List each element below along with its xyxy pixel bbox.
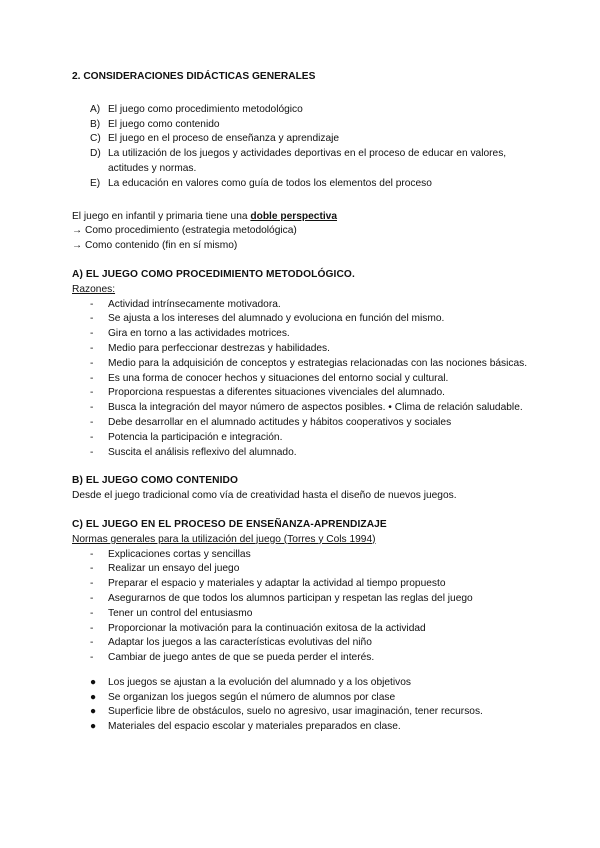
dash-marker: - [90,592,94,604]
dash-marker: - [90,357,94,369]
list-item [90,132,542,147]
dash-marker: - [90,548,94,560]
list-item-text: Proporciona respuestas a diferentes situaciones vivenciales del alumnado. [108,387,445,399]
list-item-text: Debe desarrollar en el alumnado actitudes y hábitos cooperativos y sociales [108,416,452,428]
list-item [90,607,542,622]
list-item [90,548,542,563]
bullet-marker: ● [90,676,97,688]
list-item [90,636,542,651]
list-item [90,118,542,133]
list-marker: B) [90,118,101,130]
dash-marker: - [90,652,94,664]
list-item [90,592,542,607]
section-c-bullets [72,676,542,735]
section-c-title: C) EL JUEGO EN EL PROCESO DE ENSEÑANZA-APRENDIZAJE [72,518,387,530]
intro-line-content: → Como contenido (fin en sí mismo) [72,240,238,252]
spacer [72,666,542,676]
list-item-text: Medio para perfeccionar destrezas y habilidades. [108,342,330,354]
bullet-marker: ● [90,691,97,703]
section-b-title: B) EL JUEGO COMO CONTENIDO [72,475,238,487]
list-item [90,312,542,327]
list-item-text: El juego como procedimiento metodológico [108,103,303,115]
dash-marker: - [90,313,94,325]
dash-marker: - [90,342,94,354]
bullet-marker: ● [90,706,97,718]
intro-text: El juego en infantil y primaria tiene una [72,210,251,222]
list-marker: C) [90,133,101,145]
list-item [90,720,542,735]
dash-marker: - [90,328,94,340]
list-item-text: Se ajusta a los intereses del alumnado y evoluciona en función del mismo. [108,313,445,325]
list-item-text: Los juegos se ajustan a la evolución del alumnado y a los objetivos [108,676,411,688]
list-item [90,431,542,446]
intro-line-procedure: → Como procedimiento (estrategia metodológica) [72,225,297,237]
dash-marker: - [90,387,94,399]
list-item-text: El juego como contenido [108,118,220,130]
list-item [90,103,542,118]
spacer [72,254,542,268]
list-item-text: La educación en valores como guía de todos los elementos del proceso [108,177,432,189]
list-item-text: Es una forma de conocer hechos y situaciones del entorno social y cultural. [108,372,449,384]
list-item-text: Tener un control del entusiasmo [108,607,253,619]
dash-marker: - [90,372,94,384]
topics-list [72,103,542,192]
dash-marker: - [90,607,94,619]
list-item-text: Medio para la adquisición de conceptos y estrategias relacionadas con las nociones básicas. [108,357,528,369]
dash-marker: - [90,446,94,458]
list-item [90,562,542,577]
list-item-text: Busca la integración del mayor número de aspectos posibles. • Clima de relación saludable. [108,402,523,414]
dash-marker: - [90,416,94,428]
dash-marker: - [90,637,94,649]
list-item-text: Asegurarnos de que todos los alumnos participan y respetan las reglas del juego [108,592,473,604]
list-item [90,357,542,372]
list-item [90,147,542,177]
list-item-text: Potencia la participación e integración. [108,431,283,443]
list-item [90,327,542,342]
section-c-list [72,548,542,666]
list-item [90,298,542,313]
list-item-text: Suscita el análisis reflexivo del alumnado. [108,446,297,458]
list-item [90,446,542,461]
section-a-title: A) EL JUEGO COMO PROCEDIMIENTO METODOLÓGICO. [72,268,355,280]
list-item [90,386,542,401]
list-item-text: Materiales del espacio escolar y materiales preparados en clase. [108,721,401,733]
list-item [90,401,542,416]
list-item-text: Adaptar los juegos a las características evolutivas del niño [108,637,372,649]
section-c-subtitle: Normas generales para la utilización del juego (Torres y Cols 1994) [72,533,376,545]
list-item [90,416,542,431]
section-a-list [72,298,542,461]
list-item-text: Preparar el espacio y materiales y adaptar la actividad al tiempo propuesto [108,578,446,590]
dash-marker: - [90,402,94,414]
dash-marker: - [90,298,94,310]
dash-marker: - [90,622,94,634]
list-item-text: La utilización de los juegos y actividades deportivas en el proceso de educar en valores, actitudes y normas. [108,148,507,174]
list-marker: D) [90,148,101,160]
list-marker: A) [90,103,101,115]
document-content [72,70,542,735]
list-item [90,372,542,387]
list-item-text: El juego en el proceso de enseñanza y aprendizaje [108,133,340,145]
list-item-text: Cambiar de juego antes de que se pueda perder el interés. [108,652,375,664]
list-item-text: Explicaciones cortas y sencillas [108,548,251,560]
bullet-marker: ● [90,721,97,733]
intro-emphasis: doble perspectiva [250,210,338,222]
list-item-text: Proporcionar la motivación para la continuación exitosa de la actividad [108,622,426,634]
list-item-text: Actividad intrínsecamente motivadora. [108,298,281,310]
section-b-text: Desde el juego tradicional como vía de creatividad hasta el diseño de nuevos juegos. [72,490,457,502]
list-item [90,676,542,691]
main-heading: 2. CONSIDERACIONES DIDÁCTICAS GENERALES [72,71,316,82]
list-item [90,705,542,720]
list-item [90,691,542,706]
dash-marker: - [90,563,94,575]
dash-marker: - [90,431,94,443]
list-item [90,577,542,592]
list-item-text: Realizar un ensayo del juego [108,563,240,575]
intro-paragraph [72,210,542,225]
dash-marker: - [90,578,94,590]
spacer [72,460,542,474]
list-item [90,622,542,637]
list-item-text: Superficie libre de obstáculos, suelo no agresivo, usar imaginación, tener recursos. [108,706,483,718]
list-marker: E) [90,177,101,189]
list-item [90,177,542,192]
list-item-text: Se organizan los juegos según el número de alumnos por clase [108,691,396,703]
list-item [90,342,542,357]
spacer [72,504,542,518]
list-item [90,651,542,666]
section-a-subtitle: Razones: [72,283,116,295]
list-item-text: Gira en torno a las actividades motrices. [108,328,290,340]
